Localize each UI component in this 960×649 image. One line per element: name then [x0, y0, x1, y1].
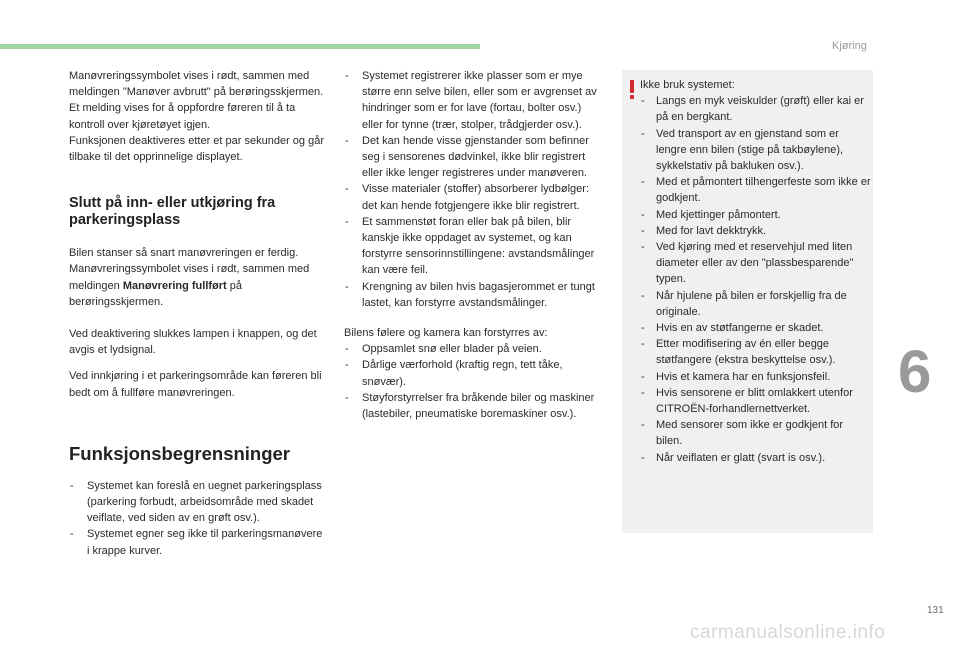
- column-left: [69, 68, 324, 559]
- list-item: - Det kan hende visse gjenstander som befinner seg i sensorenes dødvinkel, ikke blir registrert eller ikke lenger registreres under manøveren.: [344, 133, 602, 182]
- list-item: - Oppsamlet snø eller blader på veien.: [344, 341, 602, 357]
- list-item: - Hvis en av støtfangerne er skadet.: [640, 320, 872, 336]
- list-item: - Med et påmontert tilhengerfeste som ikke er godkjent.: [640, 174, 872, 206]
- list-item: - Ved kjøring med et reservehjul med liten diameter eller av den "plassbesparende" typen.: [640, 239, 872, 288]
- warning-intro: Ikke bruk systemet:: [640, 79, 735, 91]
- list-item: - Et sammenstøt foran eller bak på bilen, blir kanskje ikke oppdaget av systemet, og kan forstyrre sensorinnstillingene: avstandsmålinger kan være feil.: [344, 214, 602, 279]
- bold-term: Manøvrering fullført: [122, 279, 227, 292]
- body-paragraph: Bilen stanser så snart manøvreringen er ferdig. Manøvreringssymbolet vises i rødt, sammen med meldingen Manøvrering fullført på berøringsskjermen.: [69, 247, 310, 308]
- intro-paragraph: Manøvreringssymbolet vises i rødt, sammen med meldingen "Manøver avbrutt" på berøringsskjermen.: [69, 70, 324, 99]
- list-item: - Langs en myk veiskulder (grøft) eller kai er på en bergkant.: [640, 93, 872, 125]
- intro-paragraph: Et melding vises for å oppfordre føreren til å ta kontroll over kjøretøyet igjen.: [69, 102, 296, 131]
- page-number: 131: [927, 605, 944, 616]
- list-item: - Hvis sensorene er blitt omlakkert utenfor CITROËN-forhandlernettverket.: [640, 385, 872, 417]
- limitations-list: [69, 478, 324, 559]
- list-item: - Systemet kan foreslå en uegnet parkeringsplass (parkering forbudt, arbeidsområde med skadet veiflate, ved siden av en grøft osv.).: [69, 478, 324, 527]
- sensor-disturbance-list: [344, 341, 602, 422]
- column-middle: [344, 68, 602, 422]
- list-item: - Med for lavt dekktrykk.: [640, 223, 872, 239]
- list-item: - Ved transport av en gjenstand som er lengre enn bilen (stige på takbøylene), sykkelstativ på bakluken osv.).: [640, 126, 872, 175]
- list-item: - Hvis et kamera har en funksjonsfeil.: [640, 369, 872, 385]
- warning-list: [640, 93, 872, 466]
- body-paragraph: Ved innkjøring i et parkeringsområde kan føreren bli bedt om å fullføre manøvreringen.: [69, 370, 322, 399]
- list-item: - Dårlige værforhold (kraftig regn, tett tåke, snøvær).: [344, 357, 602, 389]
- list-item: - Systemet egner seg ikke til parkeringsmanøvere i krappe kurver.: [69, 526, 324, 558]
- sensor-intro-paragraph: Bilens følere og kamera kan forstyrres av:: [344, 327, 548, 340]
- list-item: - Med kjettinger påmontert.: [640, 207, 872, 223]
- list-item: - Støyforstyrrelser fra bråkende biler og maskiner (lastebiler, pneumatiske boremaskiner osv.).: [344, 390, 602, 422]
- section-heading: Slutt på inn- eller utkjøring fra parkeringsplass: [69, 195, 276, 229]
- intro-paragraph: Funksjonen deaktiveres etter et par sekunder og går tilbake til det opprinnelige displayet.: [69, 134, 324, 164]
- list-item: - Systemet registrerer ikke plasser som er mye større enn selve bilen, eller som er avgrenset av hindringer som er for lave (fortau, bolter osv.) eller for tynne (trær, stolper, trådgjerder osv.).: [344, 68, 602, 133]
- list-item: - Visse materialer (stoffer) absorberer lydbølger: det kan hende fotgjengere ikke blir registrert.: [344, 181, 602, 213]
- header-accent-bar: [0, 44, 480, 49]
- section-label: Kjøring: [832, 40, 867, 52]
- limitations-list-continued: [344, 68, 602, 311]
- list-item: - Når hjulene på bilen er forskjellig fra de originale.: [640, 288, 872, 320]
- list-item: - Med sensorer som ikke er godkjent for bilen.: [640, 417, 872, 449]
- section-heading-large: Funksjonsbegrensninger: [69, 442, 291, 464]
- warning-exclamation-icon: [627, 80, 637, 100]
- watermark: carmanualsonline.info: [690, 622, 886, 643]
- list-item: - Etter modifisering av én eller begge støtfangere (ekstra beskyttelse osv.).: [640, 336, 872, 368]
- chapter-tab-number: 6: [898, 338, 932, 405]
- list-item: - Når veiflaten er glatt (svart is osv.).: [640, 450, 872, 466]
- warning-box: [622, 70, 873, 533]
- list-item: - Krengning av bilen hvis bagasjerommet er tungt lastet, kan forstyrre avstandsmålinger.: [344, 279, 602, 311]
- body-paragraph: Ved deaktivering slukkes lampen i knappen, og det avgis et lydsignal.: [69, 328, 317, 357]
